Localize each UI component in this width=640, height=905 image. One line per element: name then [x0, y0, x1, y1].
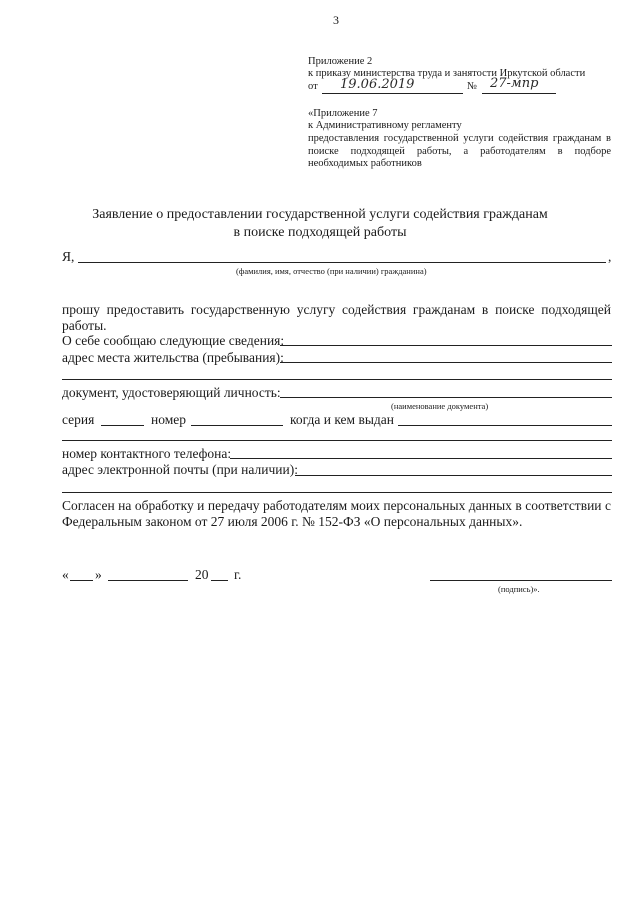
consent-line: Федеральным законом от 27 июля 2006 г. № 152-ФЗ «О персональных данных».: [62, 514, 523, 529]
date-close-quote: »: [95, 567, 102, 582]
signature-input-line[interactable]: [430, 580, 612, 581]
about-label: О себе сообщаю следующие сведения:: [62, 333, 285, 348]
request-paragraph: [62, 302, 611, 334]
ya-label: Я,: [62, 249, 75, 264]
regulation-line: предоставления государственной услуги содействия гражданам в: [308, 133, 611, 144]
regulation-line: поиске подходящей работы, а работодателям в подборе: [308, 146, 611, 157]
email-label: адрес электронной почты (при наличии):: [62, 462, 298, 477]
address-input-line[interactable]: [280, 362, 612, 363]
name-caption: (фамилия, имя, отчество (при наличии) гражданина): [236, 266, 427, 276]
comma: ,: [608, 249, 612, 264]
regulation-line: необходимых работников: [308, 158, 422, 169]
number-label: номер: [151, 412, 187, 427]
signature-caption: (подпись)».: [498, 584, 540, 594]
regulation-annex-title: «Приложение 7: [308, 108, 378, 119]
document-title: в поиске подходящей работы: [233, 225, 407, 240]
number-input-line[interactable]: [191, 425, 283, 426]
id-doc-input-line[interactable]: [280, 397, 612, 398]
email-input-line[interactable]: [295, 475, 612, 476]
annex-order-line: к приказу министерства труда и занятости Иркутской области: [308, 68, 586, 79]
phone-label: номер контактного телефона:: [62, 446, 232, 461]
id-doc-label: документ, удостоверяющий личность:: [62, 385, 281, 400]
annex-from-label: от: [308, 81, 318, 92]
annex-number-label: №: [467, 81, 478, 92]
request-line: прошу предоставить государственную услугу содействия гражданам в поиске подходящей: [62, 302, 611, 317]
consent-line: Согласен на обработку и передачу работодателям моих персональных данных в соответствии с: [62, 498, 611, 513]
document-title: Заявление о предоставлении государственной услуги содействия гражданам: [92, 207, 548, 222]
email-input-line-2[interactable]: [62, 492, 612, 493]
series-input-line[interactable]: [101, 425, 144, 426]
page-number: 3: [333, 13, 339, 27]
issued-input-line[interactable]: [398, 425, 612, 426]
name-input-line[interactable]: [78, 262, 606, 263]
annex-date-handwritten: 19.06.2019: [340, 77, 415, 92]
annex-number-handwritten: 27-мпр: [490, 76, 539, 91]
request-line: работы.: [62, 318, 107, 333]
date-open-quote: «: [62, 567, 69, 582]
series-label: серия: [62, 412, 95, 427]
annex-date-line: [322, 93, 463, 94]
day-input-line[interactable]: [70, 580, 93, 581]
year-prefix: 20: [195, 567, 209, 582]
year-input-line[interactable]: [211, 580, 228, 581]
about-input-line[interactable]: [280, 345, 612, 346]
doc-name-caption: (наименование документа): [391, 401, 489, 411]
issued-label: когда и кем выдан: [290, 412, 394, 427]
annex-number-line: [482, 93, 556, 94]
regulation-line: к Административному регламенту: [308, 120, 462, 131]
address-input-line-2[interactable]: [62, 379, 612, 380]
issued-input-line-2[interactable]: [62, 440, 612, 441]
annex-title: Приложение 2: [308, 56, 373, 67]
phone-input-line[interactable]: [230, 458, 612, 459]
month-input-line[interactable]: [108, 580, 188, 581]
year-suffix: г.: [234, 567, 242, 582]
consent-paragraph: [62, 498, 611, 530]
address-label: адрес места жительства (пребывания):: [62, 350, 284, 365]
